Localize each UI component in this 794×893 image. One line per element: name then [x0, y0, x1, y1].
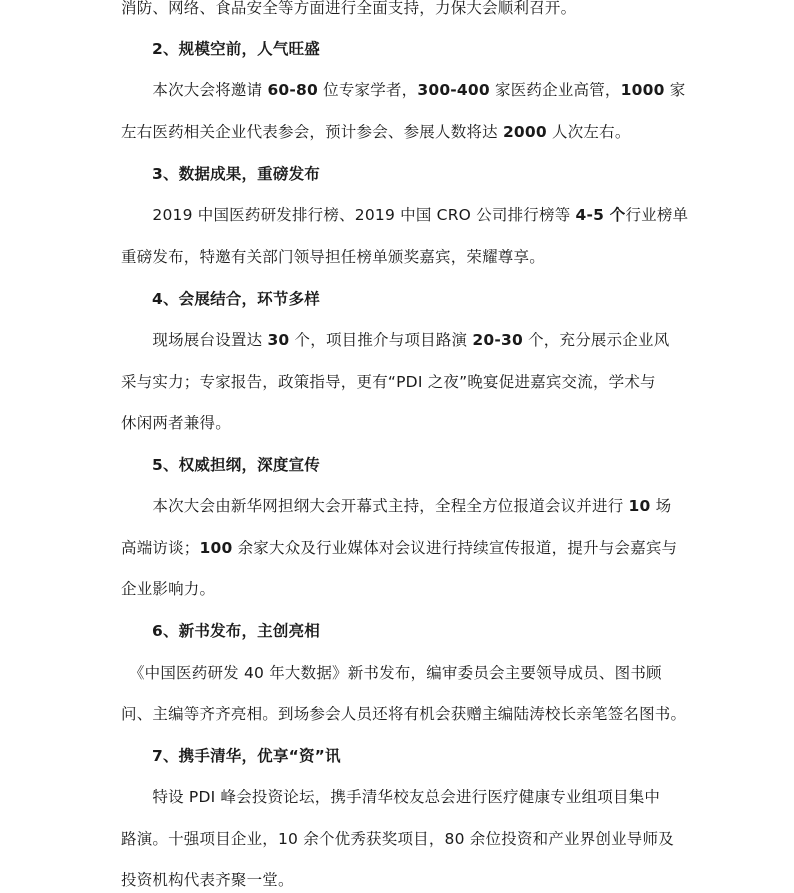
paragraph-line: 高端访谈；100 余家大众及行业媒体对会议进行持续宣传报道，提升与会嘉宾与 [121, 539, 678, 557]
paragraph-line: 投资机构代表齐聚一堂。 [121, 871, 294, 889]
paragraph-line: 特设 PDI 峰会投资论坛，携手清华校友总会进行医疗健康专业组项目集中 [121, 788, 661, 806]
paragraph-line: 休闲两者兼得。 [121, 414, 231, 432]
section-heading-6: 6、新书发布，主创亮相 [152, 622, 320, 640]
paragraph-line: 本次大会由新华网担纲大会开幕式主持，全程全方位报道会议并进行 10 场 [121, 497, 672, 515]
paragraph-line: 路演。十强项目企业，10 余个优秀获奖项目，80 余位投资和产业界创业导师及 [121, 830, 674, 848]
section-heading-5: 5、权威担纲，深度宣传 [152, 456, 320, 474]
paragraph-line: 消防、网络、食品安全等方面进行全面支持，力保大会顺利召开。 [121, 0, 577, 17]
paragraph-line: 采与实力；专家报告，政策指导，更有“PDI 之夜”晚宴促进嘉宾交流，学术与 [121, 373, 656, 391]
paragraph-line: 问、主编等齐齐亮相。到场参会人员还将有机会获赠主编陆涛校长亲笔签名图书。 [121, 705, 687, 723]
paragraph-line: 2019 中国医药研发排行榜、2019 中国 CRO 公司排行榜等 4-5 个行业榜单 [121, 206, 689, 224]
paragraph-line: 现场展台设置达 30 个，项目推介与项目路演 20-30 个，充分展示企业风 [121, 331, 670, 349]
paragraph-line: 重磅发布，特邀有关部门领导担任榜单颁奖嘉宾，荣耀尊享。 [121, 248, 545, 266]
paragraph-line: 本次大会将邀请 60-80 位专家学者，300-400 家医药企业高管，1000 家 [121, 81, 686, 99]
section-heading-3: 3、数据成果，重磅发布 [152, 165, 320, 183]
paragraph-line: 企业影响力。 [121, 580, 216, 598]
paragraph-line: 《中国医药研发 40 年大数据》新书发布，编审委员会主要领导成员、图书顾 [121, 664, 662, 682]
section-heading-4: 4、会展结合，环节多样 [152, 290, 320, 308]
paragraph-line: 左右医药相关企业代表参会，预计参会、参展人数将达 2000 人次左右。 [121, 123, 631, 141]
section-heading-2: 2、规模空前，人气旺盛 [152, 40, 320, 58]
section-heading-7: 7、携手清华，优享“资”讯 [152, 747, 341, 765]
